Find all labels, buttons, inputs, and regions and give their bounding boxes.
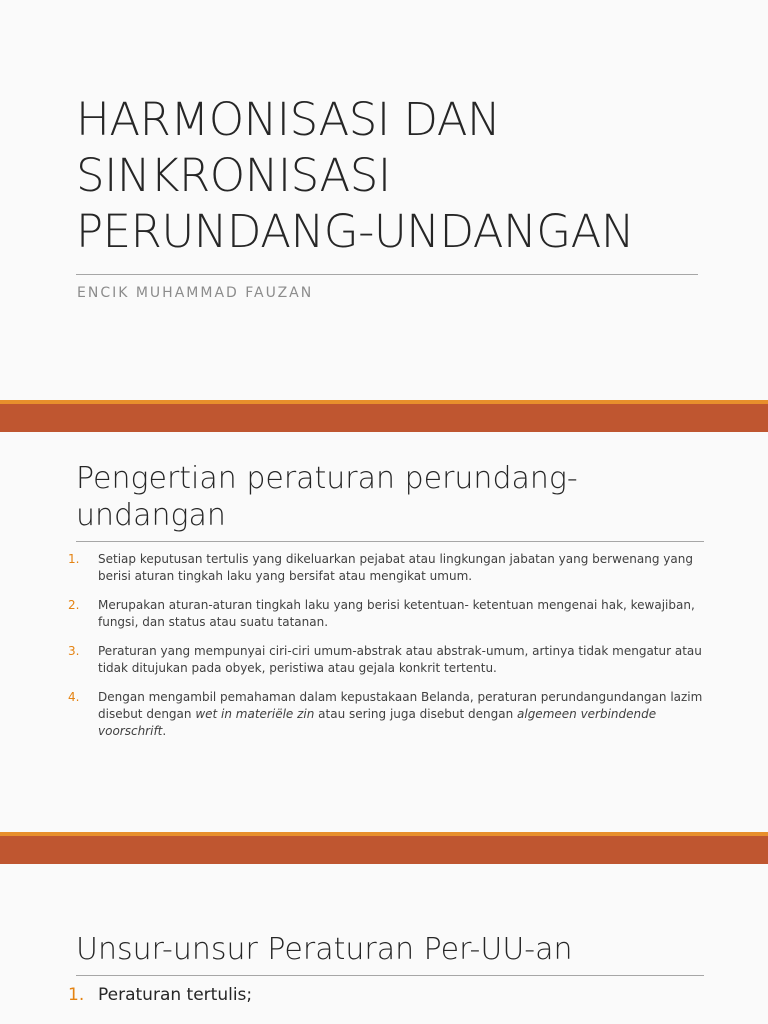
list-item-italic-term-a: wet in materiële zin [195, 707, 315, 721]
elements-list [68, 982, 704, 1008]
list-item [68, 643, 704, 677]
elements-slide [0, 864, 768, 1024]
definition-title-divider [76, 541, 704, 542]
title-line-3: PERUNDANG-UNDANGAN [76, 205, 635, 258]
list-item-number: 4. [68, 690, 80, 704]
list-item [68, 689, 704, 740]
title-divider [76, 274, 698, 275]
list-item-text-part-c: . [162, 724, 167, 738]
list-item-number: 3. [68, 644, 80, 658]
definition-slide [0, 432, 768, 832]
slide-separator [0, 832, 768, 864]
slide-separator [0, 400, 768, 432]
list-item-italic-term-b: algemeen verbindende voorschrift [98, 707, 657, 738]
list-item-text-part-a: Dengan mengambil pemahaman dalam kepustakaan Belanda, peraturan perundangundangan lazim disebut dengan [98, 690, 703, 721]
definition-title-line-1: Pengertian peraturan perundang- [76, 461, 578, 496]
list-item-text: Peraturan yang mempunyai ciri-ciri umum-abstrak atau abstrak-umum, artinya tidak mengatur atau tidak ditujukan pada obyek, peristiwa atau gejala konkrit tertentu. [98, 644, 702, 675]
list-item [68, 597, 704, 631]
elements-title: Unsur-unsur Peraturan Per-UU-an [76, 932, 573, 967]
definition-list [68, 551, 704, 752]
list-item [68, 982, 704, 1008]
list-item-number: 1. [68, 985, 85, 1005]
title-line-2: SINKRONISASI [76, 149, 391, 202]
definition-title [76, 460, 696, 534]
list-item [68, 551, 704, 585]
list-item-text: Peraturan tertulis; [98, 985, 253, 1005]
list-item-number: 1. [68, 552, 80, 566]
title-slide [0, 0, 768, 400]
definition-title-line-2: undangan [76, 498, 226, 533]
author-subtitle: ENCIK MUHAMMAD FAUZAN [77, 285, 314, 301]
list-item-text-part-b: atau sering juga disebut dengan [314, 707, 517, 721]
list-item-text: Merupakan aturan-aturan tingkah laku yang berisi ketentuan- ketentuan mengenai hak, kewajiban, fungsi, dan status atau suatu tatanan. [98, 598, 695, 629]
list-item-text: Setiap keputusan tertulis yang dikeluarkan pejabat atau lingkungan jabatan yang berwenang yang berisi aturan tingkah laku yang bersifat atau mengikat umum. [98, 552, 693, 583]
presentation-title [76, 92, 716, 260]
title-line-1: HARMONISASI DAN [76, 93, 501, 146]
list-item-number: 2. [68, 598, 80, 612]
elements-title-divider [76, 975, 704, 976]
